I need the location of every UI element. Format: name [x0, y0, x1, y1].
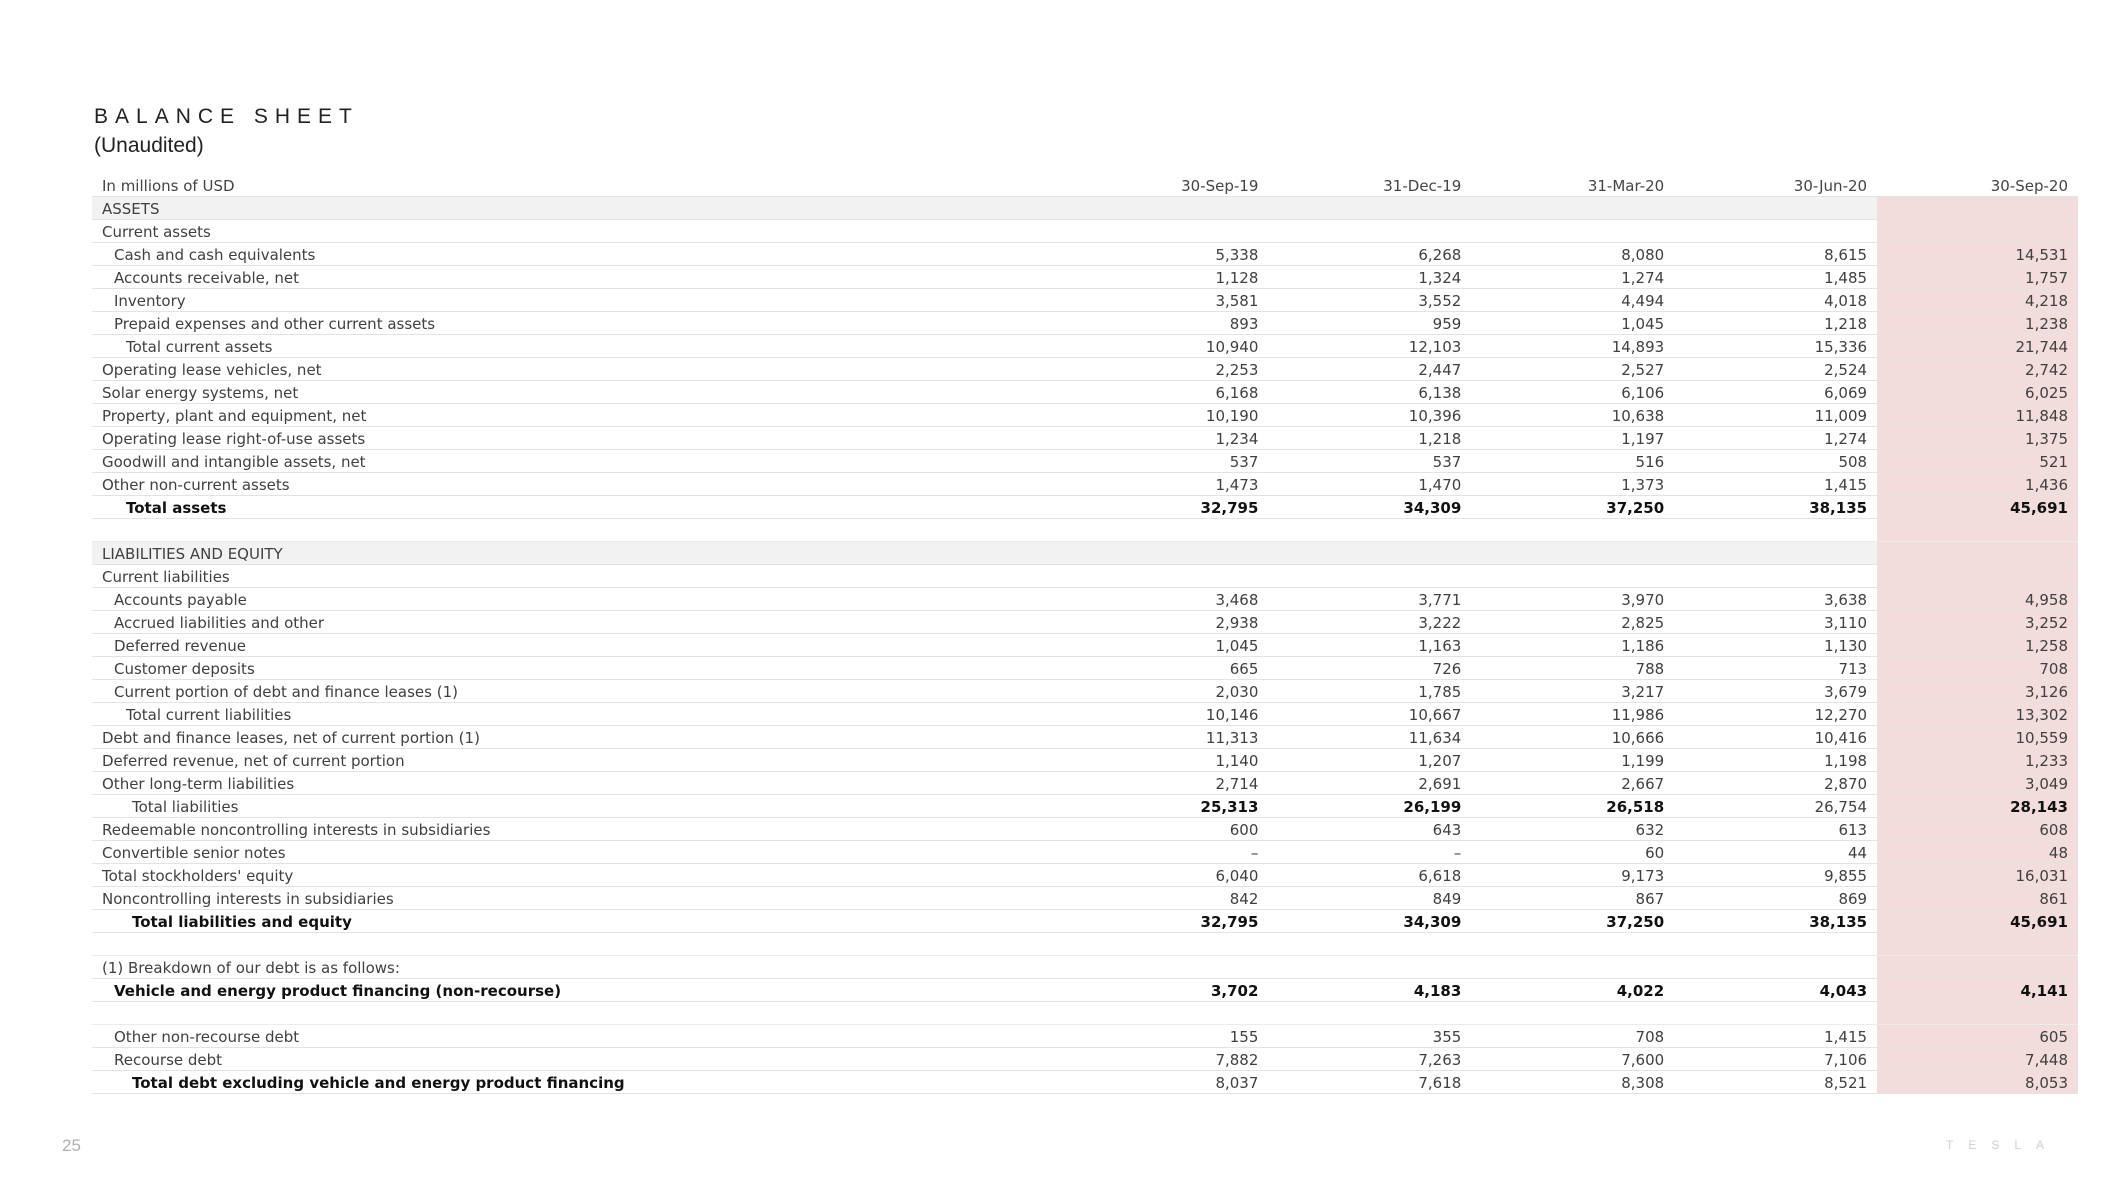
cell-value: 10,416	[1674, 726, 1877, 749]
table-row	[92, 887, 2078, 910]
row-label: Total current assets	[92, 335, 1066, 358]
cell-value: 1,045	[1066, 634, 1269, 657]
cell-value: 14,531	[1877, 243, 2078, 266]
cell-value: 45,691	[1877, 910, 2078, 933]
cell-value: 2,447	[1268, 358, 1471, 381]
cell-value: 2,524	[1674, 358, 1877, 381]
row-label: ASSETS	[92, 197, 1066, 220]
page-subtitle: (Unaudited)	[94, 134, 204, 157]
cell-value	[1877, 519, 2078, 542]
cell-value: 2,825	[1471, 611, 1674, 634]
row-label: Vehicle and energy product financing (non-recourse)	[92, 979, 1066, 1002]
balance-sheet-table-container	[92, 174, 2078, 1094]
row-label: Property, plant and equipment, net	[92, 404, 1066, 427]
section-header-row	[92, 197, 2078, 220]
cell-value	[1066, 519, 1269, 542]
cell-value	[1268, 519, 1471, 542]
cell-value: 2,870	[1674, 772, 1877, 795]
cell-value: 3,217	[1471, 680, 1674, 703]
cell-value: 605	[1877, 1025, 2078, 1048]
cell-value: 1,375	[1877, 427, 2078, 450]
cell-value	[1268, 220, 1471, 243]
row-label: Inventory	[92, 289, 1066, 312]
cell-value: 508	[1674, 450, 1877, 473]
cell-value: 1,274	[1471, 266, 1674, 289]
row-label: Total debt excluding vehicle and energy product financing	[92, 1071, 1066, 1094]
cell-value: 7,600	[1471, 1048, 1674, 1071]
cell-value: 867	[1471, 887, 1674, 910]
cell-value: 11,634	[1268, 726, 1471, 749]
cell-value	[1674, 956, 1877, 979]
table-row	[92, 243, 2078, 266]
cell-value: 25,313	[1066, 795, 1269, 818]
cell-value: 355	[1268, 1025, 1471, 1048]
cell-value: 5,338	[1066, 243, 1269, 266]
cell-value	[1066, 542, 1269, 565]
cell-value: 1,197	[1471, 427, 1674, 450]
cell-value: 6,106	[1471, 381, 1674, 404]
cell-value: 3,468	[1066, 588, 1269, 611]
cell-value: 849	[1268, 887, 1471, 910]
cell-value: 1,130	[1674, 634, 1877, 657]
cell-value: 665	[1066, 657, 1269, 680]
cell-value: 537	[1066, 450, 1269, 473]
cell-value	[1877, 1002, 2078, 1025]
cell-value: 708	[1877, 657, 2078, 680]
row-label: Total liabilities	[92, 795, 1066, 818]
cell-value: 1,140	[1066, 749, 1269, 772]
cell-value: 45,691	[1877, 496, 2078, 519]
cell-value	[1471, 565, 1674, 588]
spacer-row	[92, 1002, 2078, 1025]
cell-value: 1,373	[1471, 473, 1674, 496]
cell-value: 10,667	[1268, 703, 1471, 726]
cell-value: 521	[1877, 450, 2078, 473]
cell-value	[1674, 933, 1877, 956]
cell-value: 11,009	[1674, 404, 1877, 427]
cell-value: 8,521	[1674, 1071, 1877, 1094]
cell-value: 10,940	[1066, 335, 1269, 358]
cell-value: 11,313	[1066, 726, 1269, 749]
cell-value: 11,986	[1471, 703, 1674, 726]
cell-value: 10,638	[1471, 404, 1674, 427]
cell-value: 632	[1471, 818, 1674, 841]
cell-value: 3,771	[1268, 588, 1471, 611]
cell-value: 32,795	[1066, 496, 1269, 519]
cell-value	[1268, 956, 1471, 979]
column-header: 30-Sep-19	[1066, 174, 1269, 197]
cell-value: 26,518	[1471, 795, 1674, 818]
cell-value: 8,037	[1066, 1071, 1269, 1094]
total-row	[92, 979, 2078, 1002]
cell-value: 893	[1066, 312, 1269, 335]
cell-value: 10,190	[1066, 404, 1269, 427]
cell-value: 1,324	[1268, 266, 1471, 289]
cell-value	[1066, 197, 1269, 220]
row-label: Deferred revenue	[92, 634, 1066, 657]
row-label: Accounts payable	[92, 588, 1066, 611]
cell-value: 12,270	[1674, 703, 1877, 726]
cell-value	[1471, 519, 1674, 542]
table-row	[92, 312, 2078, 335]
table-row	[92, 358, 2078, 381]
cell-value: 1,415	[1674, 473, 1877, 496]
column-header: 31-Mar-20	[1471, 174, 1674, 197]
cell-value: 1,163	[1268, 634, 1471, 657]
row-label: (1) Breakdown of our debt is as follows:	[92, 956, 1066, 979]
row-label: Cash and cash equivalents	[92, 243, 1066, 266]
cell-value: 4,043	[1674, 979, 1877, 1002]
table-row	[92, 289, 2078, 312]
cell-value: 8,308	[1471, 1071, 1674, 1094]
tesla-logo: TESLA	[1946, 1138, 2060, 1152]
unit-label: In millions of USD	[92, 174, 1066, 197]
cell-value: 3,970	[1471, 588, 1674, 611]
balance-sheet-table	[92, 174, 2078, 1094]
cell-value: 16,031	[1877, 864, 2078, 887]
cell-value	[1268, 565, 1471, 588]
cell-value	[1674, 542, 1877, 565]
cell-value: 643	[1268, 818, 1471, 841]
cell-value: 788	[1471, 657, 1674, 680]
cell-value: 713	[1674, 657, 1877, 680]
cell-value: 7,106	[1674, 1048, 1877, 1071]
cell-value: 48	[1877, 841, 2078, 864]
cell-value: 38,135	[1674, 496, 1877, 519]
cell-value: 3,049	[1877, 772, 2078, 795]
cell-value	[1471, 197, 1674, 220]
row-label	[92, 519, 1066, 542]
column-header: 30-Jun-20	[1674, 174, 1877, 197]
table-row	[92, 864, 2078, 887]
table-header-row	[92, 174, 2078, 197]
cell-value: 959	[1268, 312, 1471, 335]
group-header-row	[92, 565, 2078, 588]
row-label: Current assets	[92, 220, 1066, 243]
cell-value	[1877, 565, 2078, 588]
cell-value: 1,258	[1877, 634, 2078, 657]
row-label: Goodwill and intangible assets, net	[92, 450, 1066, 473]
cell-value: 9,855	[1674, 864, 1877, 887]
cell-value: 2,938	[1066, 611, 1269, 634]
cell-value: 8,080	[1471, 243, 1674, 266]
cell-value: 3,638	[1674, 588, 1877, 611]
cell-value: 3,702	[1066, 979, 1269, 1002]
cell-value: 1,207	[1268, 749, 1471, 772]
cell-value	[1877, 197, 2078, 220]
row-label: Accrued liabilities and other	[92, 611, 1066, 634]
cell-value: 600	[1066, 818, 1269, 841]
cell-value: 10,666	[1471, 726, 1674, 749]
table-row	[92, 473, 2078, 496]
cell-value: 155	[1066, 1025, 1269, 1048]
row-label: Total liabilities and equity	[92, 910, 1066, 933]
cell-value: 28,143	[1877, 795, 2078, 818]
cell-value	[1268, 197, 1471, 220]
cell-value	[1877, 542, 2078, 565]
cell-value: 34,309	[1268, 910, 1471, 933]
cell-value: 726	[1268, 657, 1471, 680]
group-header-row	[92, 956, 2078, 979]
row-label: Other non-recourse debt	[92, 1025, 1066, 1048]
table-row	[92, 1071, 2078, 1094]
table-row	[92, 795, 2078, 818]
cell-value: 13,302	[1877, 703, 2078, 726]
row-label: Current liabilities	[92, 565, 1066, 588]
cell-value: 6,168	[1066, 381, 1269, 404]
cell-value: 1,233	[1877, 749, 2078, 772]
cell-value	[1877, 220, 2078, 243]
cell-value	[1268, 542, 1471, 565]
row-label: Operating lease vehicles, net	[92, 358, 1066, 381]
cell-value: 3,110	[1674, 611, 1877, 634]
column-header: 31-Dec-19	[1268, 174, 1471, 197]
cell-value	[1471, 956, 1674, 979]
cell-value: 21,744	[1877, 335, 2078, 358]
cell-value: 869	[1674, 887, 1877, 910]
cell-value: 2,742	[1877, 358, 2078, 381]
row-label: Current portion of debt and finance leases (1)	[92, 680, 1066, 703]
cell-value: 8,615	[1674, 243, 1877, 266]
table-row	[92, 404, 2078, 427]
cell-value	[1066, 933, 1269, 956]
table-body	[92, 197, 2078, 1094]
cell-value: 2,030	[1066, 680, 1269, 703]
row-label: Accounts receivable, net	[92, 266, 1066, 289]
row-label	[92, 933, 1066, 956]
cell-value: 34,309	[1268, 496, 1471, 519]
row-label: Prepaid expenses and other current assets	[92, 312, 1066, 335]
cell-value	[1268, 1002, 1471, 1025]
cell-value: 2,667	[1471, 772, 1674, 795]
cell-value: 4,183	[1268, 979, 1471, 1002]
cell-value: 10,559	[1877, 726, 2078, 749]
cell-value: 1,045	[1471, 312, 1674, 335]
table-row	[92, 1025, 2078, 1048]
page-title: BALANCE SHEET	[94, 105, 359, 128]
cell-value: 11,848	[1877, 404, 2078, 427]
section-header-row	[92, 542, 2078, 565]
cell-value: 3,679	[1674, 680, 1877, 703]
cell-value: 2,691	[1268, 772, 1471, 795]
row-label: Total stockholders' equity	[92, 864, 1066, 887]
table-row	[92, 726, 2078, 749]
cell-value: 1,234	[1066, 427, 1269, 450]
cell-value: 1,757	[1877, 266, 2078, 289]
row-label	[92, 1002, 1066, 1025]
row-label: Total assets	[92, 496, 1066, 519]
table-row	[92, 772, 2078, 795]
row-label: Customer deposits	[92, 657, 1066, 680]
cell-value: 6,268	[1268, 243, 1471, 266]
cell-value: 6,069	[1674, 381, 1877, 404]
cell-value: 861	[1877, 887, 2078, 910]
cell-value: 1,199	[1471, 749, 1674, 772]
row-label: Debt and finance leases, net of current portion (1)	[92, 726, 1066, 749]
cell-value	[1066, 220, 1269, 243]
cell-value: 4,022	[1471, 979, 1674, 1002]
cell-value: 44	[1674, 841, 1877, 864]
cell-value: 7,263	[1268, 1048, 1471, 1071]
row-label: Noncontrolling interests in subsidiaries	[92, 887, 1066, 910]
table-row	[92, 749, 2078, 772]
cell-value: 6,025	[1877, 381, 2078, 404]
row-label: LIABILITIES AND EQUITY	[92, 542, 1066, 565]
cell-value: 38,135	[1674, 910, 1877, 933]
cell-value: 10,396	[1268, 404, 1471, 427]
cell-value	[1471, 1002, 1674, 1025]
cell-value: 8,053	[1877, 1071, 2078, 1094]
spacer-row	[92, 933, 2078, 956]
cell-value	[1877, 956, 2078, 979]
column-header: 30-Sep-20	[1877, 174, 2078, 197]
cell-value: 1,473	[1066, 473, 1269, 496]
row-label: Other non-current assets	[92, 473, 1066, 496]
cell-value: 608	[1877, 818, 2078, 841]
page-number: 25	[62, 1136, 81, 1155]
row-label: Total current liabilities	[92, 703, 1066, 726]
cell-value: 4,018	[1674, 289, 1877, 312]
cell-value: 3,252	[1877, 611, 2078, 634]
cell-value: 37,250	[1471, 496, 1674, 519]
spacer-row	[92, 519, 2078, 542]
cell-value	[1674, 197, 1877, 220]
cell-value: 1,128	[1066, 266, 1269, 289]
cell-value: 32,795	[1066, 910, 1269, 933]
cell-value: 613	[1674, 818, 1877, 841]
cell-value: 1,198	[1674, 749, 1877, 772]
cell-value: 1,218	[1268, 427, 1471, 450]
cell-value: 3,552	[1268, 289, 1471, 312]
cell-value: 60	[1471, 841, 1674, 864]
cell-value	[1066, 956, 1269, 979]
cell-value: 516	[1471, 450, 1674, 473]
cell-value	[1066, 565, 1269, 588]
table-row	[92, 818, 2078, 841]
row-label: Deferred revenue, net of current portion	[92, 749, 1066, 772]
cell-value: 842	[1066, 887, 1269, 910]
cell-value: 2,527	[1471, 358, 1674, 381]
group-header-row	[92, 220, 2078, 243]
cell-value	[1877, 933, 2078, 956]
cell-value: 7,882	[1066, 1048, 1269, 1071]
table-row	[92, 427, 2078, 450]
cell-value	[1066, 1002, 1269, 1025]
cell-value: 1,218	[1674, 312, 1877, 335]
cell-value: 3,126	[1877, 680, 2078, 703]
cell-value	[1674, 220, 1877, 243]
cell-value: 1,785	[1268, 680, 1471, 703]
cell-value: 26,199	[1268, 795, 1471, 818]
table-row	[92, 841, 2078, 864]
table-row	[92, 611, 2078, 634]
cell-value: –	[1066, 841, 1269, 864]
total-row	[92, 910, 2078, 933]
cell-value: 2,253	[1066, 358, 1269, 381]
cell-value: 10,146	[1066, 703, 1269, 726]
cell-value: 1,238	[1877, 312, 2078, 335]
cell-value: 4,958	[1877, 588, 2078, 611]
table-row	[92, 1048, 2078, 1071]
cell-value: 4,218	[1877, 289, 2078, 312]
cell-value: 4,141	[1877, 979, 2078, 1002]
cell-value: 6,618	[1268, 864, 1471, 887]
cell-value	[1268, 933, 1471, 956]
cell-value: 1,186	[1471, 634, 1674, 657]
cell-value	[1471, 542, 1674, 565]
table-row	[92, 588, 2078, 611]
row-label: Redeemable noncontrolling interests in subsidiaries	[92, 818, 1066, 841]
cell-value: 4,494	[1471, 289, 1674, 312]
cell-value: 7,618	[1268, 1071, 1471, 1094]
table-row	[92, 703, 2078, 726]
row-label: Recourse debt	[92, 1048, 1066, 1071]
table-row	[92, 680, 2078, 703]
cell-value: 37,250	[1471, 910, 1674, 933]
cell-value: 1,415	[1674, 1025, 1877, 1048]
cell-value: 1,485	[1674, 266, 1877, 289]
cell-value: 15,336	[1674, 335, 1877, 358]
cell-value: 3,581	[1066, 289, 1269, 312]
cell-value: 2,714	[1066, 772, 1269, 795]
cell-value: 537	[1268, 450, 1471, 473]
total-row	[92, 496, 2078, 519]
cell-value: 12,103	[1268, 335, 1471, 358]
cell-value: 6,040	[1066, 864, 1269, 887]
cell-value	[1674, 519, 1877, 542]
cell-value: 6,138	[1268, 381, 1471, 404]
cell-value	[1471, 220, 1674, 243]
cell-value: 9,173	[1471, 864, 1674, 887]
cell-value	[1674, 565, 1877, 588]
cell-value: 7,448	[1877, 1048, 2078, 1071]
cell-value: –	[1268, 841, 1471, 864]
table-row	[92, 335, 2078, 358]
cell-value: 3,222	[1268, 611, 1471, 634]
cell-value: 1,470	[1268, 473, 1471, 496]
cell-value	[1471, 933, 1674, 956]
cell-value: 14,893	[1471, 335, 1674, 358]
row-label: Solar energy systems, net	[92, 381, 1066, 404]
row-label: Convertible senior notes	[92, 841, 1066, 864]
table-row	[92, 266, 2078, 289]
table-row	[92, 634, 2078, 657]
cell-value: 26,754	[1674, 795, 1877, 818]
table-row	[92, 657, 2078, 680]
table-row	[92, 450, 2078, 473]
row-label: Operating lease right-of-use assets	[92, 427, 1066, 450]
cell-value: 1,274	[1674, 427, 1877, 450]
cell-value: 1,436	[1877, 473, 2078, 496]
cell-value: 708	[1471, 1025, 1674, 1048]
table-row	[92, 381, 2078, 404]
cell-value	[1674, 1002, 1877, 1025]
row-label: Other long-term liabilities	[92, 772, 1066, 795]
